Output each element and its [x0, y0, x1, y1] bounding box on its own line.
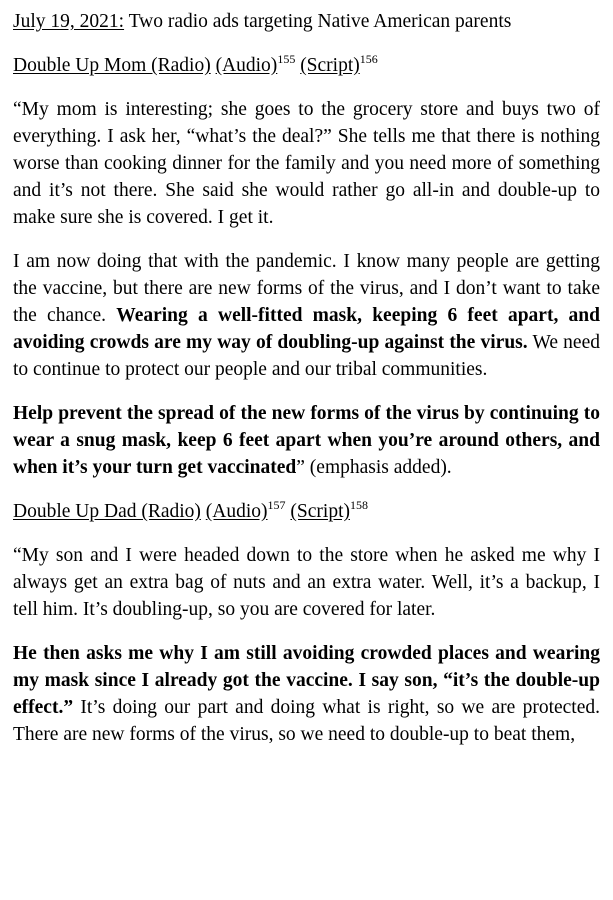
ad1-script-link[interactable]: (Script)	[300, 55, 360, 76]
ad1-script-footnote: 156	[359, 52, 378, 66]
ad1-p2-text-a: I am now doing that with the pandemic. I know many people are getting the vaccine, but there are new forms of the virus, and I don’t want to take the chance.	[13, 251, 600, 326]
ad1-paragraph-2	[13, 248, 600, 383]
heading-date: July 19, 2021:	[13, 11, 125, 32]
ad1-title-link[interactable]: Double Up Mom (Radio)	[13, 55, 211, 76]
ad1-p2-bold: Wearing a well-fitted mask, keeping 6 feet apart, and avoiding crowds are my way of doubling-up against the virus.	[13, 305, 600, 353]
ad1-audio-footnote: 155	[277, 52, 296, 66]
ad2-title-link[interactable]: Double Up Dad (Radio)	[13, 501, 201, 522]
ad2-p2-bold: He then asks me why I am still avoiding crowded places and wearing my mask since I already got the vaccine. I say son, “it’s the double-up effect.”	[13, 643, 600, 718]
ad2-audio-footnote: 157	[267, 498, 286, 512]
ad1-title-line	[13, 52, 600, 79]
document-heading	[13, 8, 600, 35]
ad1-paragraph-1: “My mom is interesting; she goes to the grocery store and buys two of everything. I ask her, “what’s the deal?” She tells me that there is nothing worse than cooking dinner for the family and you need more of something and it’s not there. She said she would rather go all-in and double-up to make sure she is covered. I get it.	[13, 99, 600, 228]
ad2-audio-link[interactable]: (Audio)	[205, 501, 268, 522]
ad2-script-link[interactable]: (Script)	[290, 501, 350, 522]
ad1-p3-bold: Help prevent the spread of the new forms of the virus by continuing to wear a snug mask, keep 6 feet apart when you’re around others, and when it’s your turn get vaccinated	[13, 403, 600, 478]
ad2-p2-text: It’s doing our part and doing what is right, so we are protected. There are new forms of the virus, so we need to double-up to beat them,	[13, 697, 600, 745]
heading-text: Two radio ads targeting Native American parents	[124, 11, 512, 32]
ad2-script-footnote: 158	[350, 498, 368, 512]
ad1-p3-text: ” (emphasis added).	[296, 457, 452, 478]
ad1-paragraph-3	[13, 400, 600, 481]
ad2-paragraph-1: “My son and I were headed down to the store when he asked me why I always get an extra bag of nuts and an extra water. Well, it’s a backup, I tell him. It’s doubling-up, so you are covered for later.	[13, 545, 600, 620]
ad1-audio-link[interactable]: (Audio)	[215, 55, 278, 76]
ad2-title-line	[13, 498, 600, 525]
ad2-paragraph-2	[13, 640, 600, 748]
ad1-p2-text-b: We need to continue to protect our people and our tribal communities.	[13, 332, 600, 380]
